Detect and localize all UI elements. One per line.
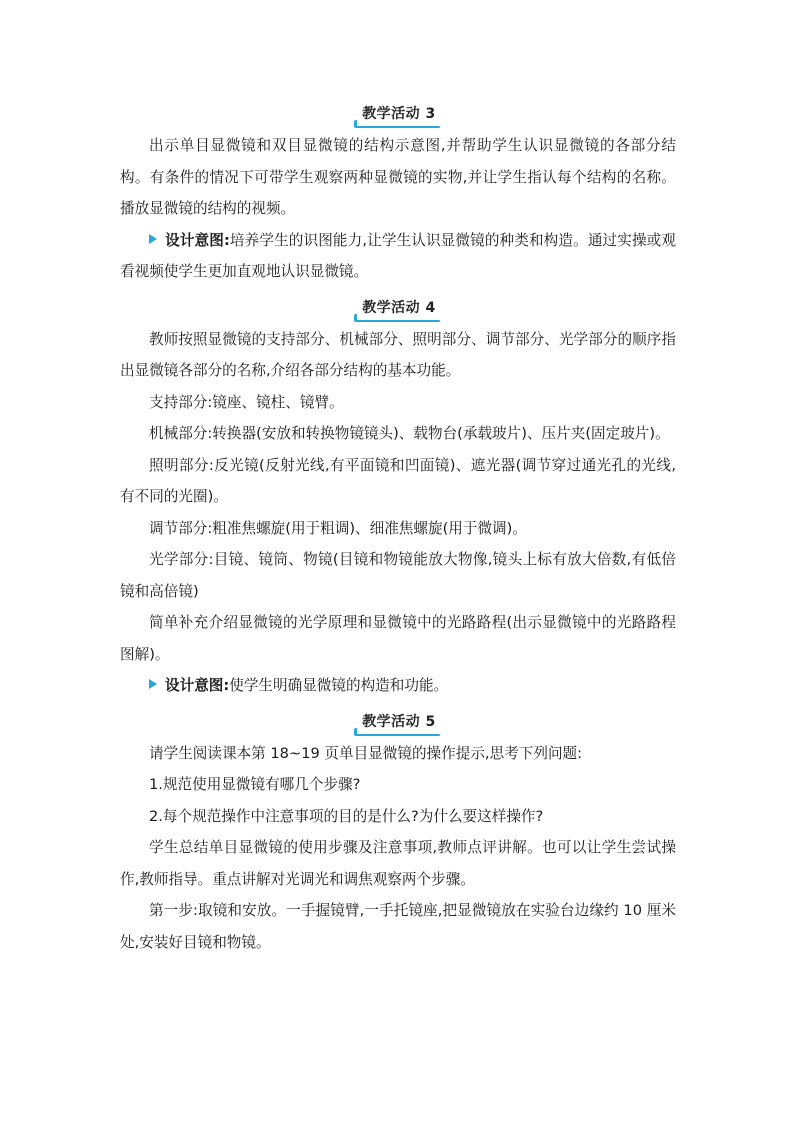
- body-paragraph: 1.规范使用显微镜有哪几个步骤?: [149, 776, 361, 793]
- body-paragraph: 教师按照显微镜的支持部分、机械部分、照明部分、调节部分、光学部分的顺序指出显微镜各部分的名称,介绍各部分结构的基本功能。: [120, 330, 676, 379]
- design-intent: [120, 670, 676, 702]
- body-paragraph: 支持部分:镜座、镜柱、镜臂。: [149, 393, 344, 411]
- triangle-bullet-icon: [149, 679, 157, 689]
- design-intent-text: 培养学生的识图能力,让学生认识显微镜的种类和构造。通过实操或观看视频使学生更加直观地认识显微镜。: [120, 231, 676, 280]
- activity-heading-4-wrap: [120, 294, 676, 324]
- design-intent-text: 使学生明确显微镜的构造和功能。: [229, 677, 449, 694]
- body-paragraph: 请学生阅读课本第 18~19 页单目显微镜的操作提示,思考下列问题:: [149, 744, 583, 762]
- body-paragraph: 第一步:取镜和安放。一手握镜臂,一手托镜座,把显微镜放在实验台边缘约 10 厘米处,安装好目镜和物镜。: [120, 902, 676, 951]
- activity-heading: 教学活动 3: [354, 100, 442, 128]
- body-paragraph: 机械部分:转换器(安放和转换物镜镜头)、载物台(承载玻片)、压片夹(固定玻片)。: [149, 425, 670, 442]
- document-page: [120, 100, 676, 958]
- design-intent-label: 设计意图:: [165, 231, 230, 249]
- activity-heading: 教学活动 4: [354, 294, 442, 322]
- body-paragraph: 调节部分:粗准焦螺旋(用于粗调)、细准焦螺旋(用于微调)。: [149, 519, 527, 537]
- design-intent-label: 设计意图:: [165, 677, 230, 694]
- body-paragraph: 光学部分:目镜、镜筒、物镜(目镜和物镜能放大物像,镜头上标有放大倍数,有低倍镜和高倍镜): [120, 551, 676, 600]
- activity-heading-5-wrap: [120, 708, 676, 738]
- body-paragraph: 学生总结单目显微镜的使用步骤及注意事项,教师点评讲解。也可以让学生尝试操作,教师指导。重点讲解对光调光和调焦观察两个步骤。: [120, 839, 676, 888]
- body-paragraph: 简单补充介绍显微镜的光学原理和显微镜中的光路路程(出示显微镜中的光路路程图解)。: [120, 614, 676, 663]
- body-paragraph: 照明部分:反光镜(反射光线,有平面镜和凹面镜)、遮光器(调节穿过通光孔的光线,有不同的光圈)。: [120, 456, 676, 505]
- body-paragraph: 出示单目显微镜和双目显微镜的结构示意图,并帮助学生认识显微镜的各部分结构。有条件的情况下可带学生观察两种显微镜的实物,并让学生指认每个结构的名称。播放显微镜的结构的视频。: [120, 137, 676, 217]
- activity-heading: 教学活动 5: [354, 708, 442, 736]
- triangle-bullet-icon: [149, 234, 157, 244]
- design-intent: [120, 225, 676, 288]
- activity-heading-3-wrap: [120, 100, 676, 130]
- body-paragraph: 2.每个规范操作中注意事项的目的是什么?为什么要这样操作?: [149, 807, 544, 825]
